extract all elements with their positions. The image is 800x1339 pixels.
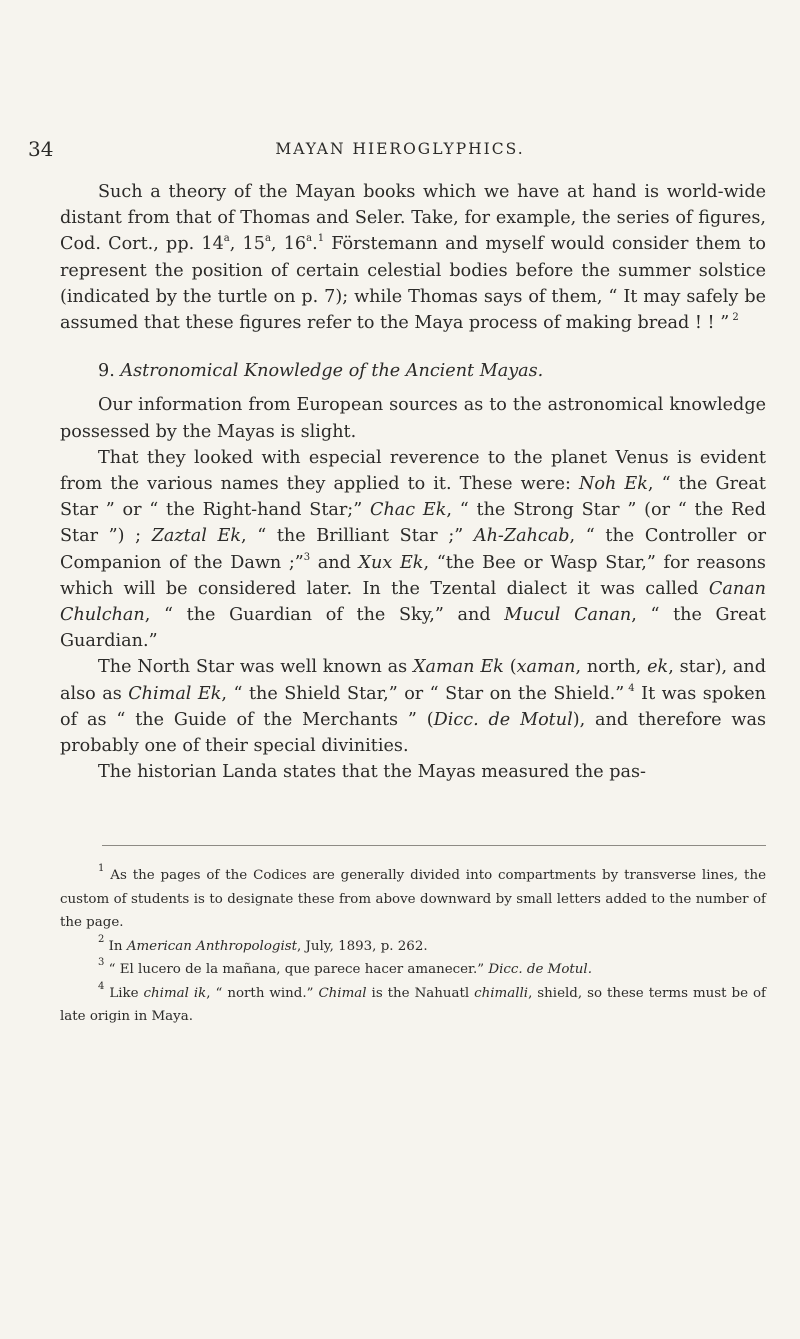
paragraph-3: That they looked with especial reverence to the planet Venus is evident from the various names they applied to it. These were: Noh Ek, “ the Great Star ” or “ the Right-hand Star;” Chac Ek, “ the Strong Star ” (or “ the Red Star ”) ; Zaztal Ek, “ the Brilliant Star ;” Ah-Zahcab, “ the Controller or Companion of the Dawn ;”$^3$ and Xux Ek, “the Bee or Wasp Star,” for reasons which will be considered later. In the Tzental dialect it was called Canan Chulchan, “ the Guardian of the Sky,” and Mucul Canan, “ the Great Guardian.” bbox=[60, 447, 766, 652]
footnote-ref-3: 3 bbox=[303, 551, 311, 563]
footnote-ref-4: 4 bbox=[624, 682, 635, 694]
page-number: 34 bbox=[28, 137, 54, 161]
running-head: MAYAN HIEROGLYPHICS. bbox=[275, 140, 525, 158]
paragraph-4: The North Star was well known as Xaman Ek (xaman, north, ek, star), and also as Chimal Ek, “ the Shield Star,” or “ Star on the Shield.” $^4$ It was spoken of as “ the Guide of the Merchants ” (Dicc. de Motul), and therefore was probably one of their special divinities. bbox=[60, 657, 766, 757]
footnote-3: $^3$ “ El lucero de la mañana, que parece hacer amanecer.” Dicc. de Motul. bbox=[98, 957, 592, 977]
paragraph-2: Our information from European sources as to the astronomical knowledge possessed by the Mayas is slight. bbox=[60, 395, 766, 442]
body-text bbox=[60, 179, 766, 785]
footnotes bbox=[60, 864, 766, 1029]
footnote-4: $^4$ Like chimal ik, “ north wind.” Chimal is the Nahuatl chimalli, shield, so these terms must be of late origin in Maya. bbox=[60, 980, 766, 1024]
footnote-ref-1: 1 bbox=[317, 233, 325, 245]
paragraph-1: Such a theory of the Mayan books which we have at hand is world-wide distant from that of Thomas and Seler. Take, for example, the series of figures, Cod. Cort., pp. 14$^a$, 15$^a$, 16$^a$.$^1$ Förstemann and myself would consider them to represent the position of certain celestial bodies before the summer solstice (indicated by the turtle on p. 7); while Thomas says of them, “ It may safely be assumed that these figures refer to the Maya process of making bread ! ! ” $^2$ bbox=[60, 182, 766, 334]
footnote-divider bbox=[102, 845, 766, 846]
footnote-1: $^1$ As the pages of the Codices are generally divided into compartments by transverse lines, the custom of students is to designate these from above downward by small letters added to the number of the page. bbox=[60, 863, 766, 930]
footnote-ref-2: 2 bbox=[729, 312, 739, 324]
section-number: 9. bbox=[98, 361, 115, 382]
section-heading bbox=[60, 358, 766, 384]
paragraph-5: The historian Landa states that the Mayas measured the pas- bbox=[98, 762, 646, 783]
section-title: Astronomical Knowledge of the Ancient Mayas. bbox=[120, 361, 544, 382]
page-header bbox=[0, 137, 800, 167]
footnote-2: $^2$ In American Anthropologist, July, 1893, p. 262. bbox=[98, 933, 428, 954]
